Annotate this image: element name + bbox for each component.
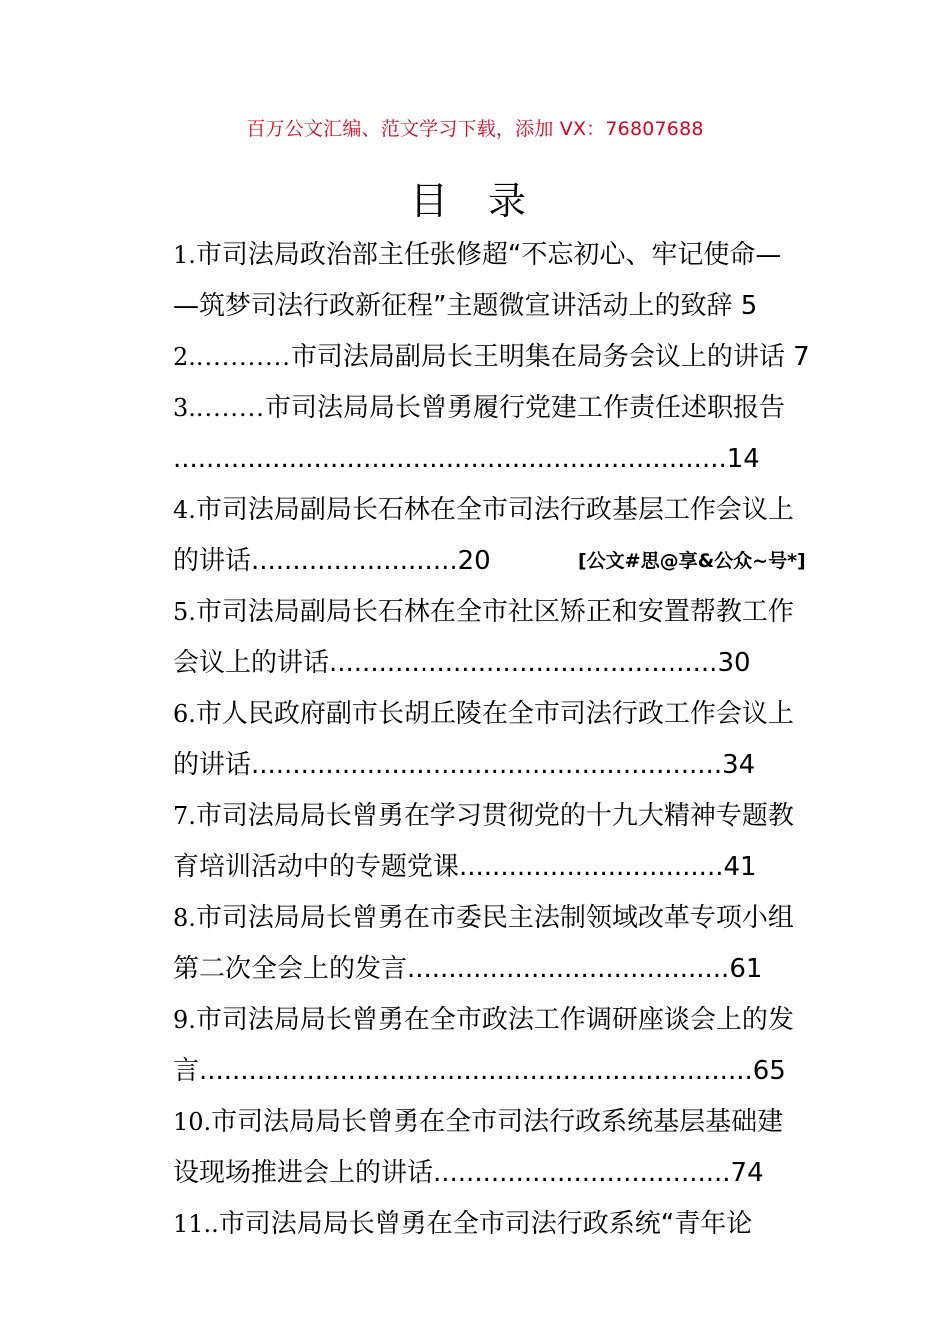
toc-line — [173, 791, 873, 842]
toc-line — [173, 587, 873, 638]
toc-line — [173, 1148, 873, 1199]
toc-leader-dots: ........... — [195, 343, 291, 371]
toc-line — [173, 230, 873, 281]
toc-text: 育培训活动中的专题党课................................41 — [173, 852, 757, 882]
toc-line — [173, 281, 873, 332]
toc-text: 市司法局局长曾勇在市委民主法制领域改革专项小组 — [195, 903, 794, 933]
toc-line — [173, 1199, 873, 1250]
toc-line — [173, 383, 873, 434]
toc-text: 市司法局局长曾勇在全市政法工作调研座谈会上的发 — [195, 1005, 794, 1035]
toc-text: 会议上的讲话...............................................30 — [173, 648, 751, 678]
toc-line — [173, 740, 873, 791]
toc-text: 市司法局局长曾勇在学习贯彻党的十九大精神专题教 — [195, 801, 794, 831]
toc-line — [173, 485, 873, 536]
toc-line — [173, 893, 873, 944]
toc-text: 市司法局政治部主任张修超“不忘初心、牢记使命— — [195, 240, 782, 270]
toc-text: 市司法局副局长石林在全市社区矫正和安置帮教工作 — [195, 597, 794, 627]
header-banner: 百万公文汇编、范文学习下载，添加 VX：76807688 — [246, 118, 704, 140]
toc-text: 市司法局局长曾勇履行党建工作责任述职报告 — [264, 393, 785, 423]
toc-text: 的讲话.........................20 — [173, 546, 491, 576]
toc-line — [173, 944, 873, 995]
toc-line — [173, 332, 873, 383]
toc-number: 2. — [173, 343, 196, 371]
toc-number: 3. — [173, 394, 196, 422]
toc-text: 市司法局局长曾勇在全市司法行政系统“青年论 — [218, 1209, 753, 1239]
toc-text: —筑梦司法行政新征程”主题微宣讲活动上的致辞 5 — [173, 291, 758, 321]
toc-number: 6. — [173, 700, 196, 728]
toc-text: 第二次全会上的发言.......................................61 — [173, 954, 763, 984]
toc-number: 4. — [173, 496, 196, 524]
toc-text: 市司法局副局长王明集在局务会议上的讲话 7 — [290, 342, 810, 372]
toc-text: 市司法局副局长石林在全市司法行政基层工作会议上 — [195, 495, 794, 525]
toc-text: 设现场推进会上的讲话....................................74 — [173, 1158, 764, 1188]
watermark-text: [公文#思@享&公众~号*] — [578, 550, 806, 572]
toc-number: 11.. — [173, 1210, 219, 1238]
table-of-contents — [173, 230, 873, 1250]
toc-line — [173, 1097, 873, 1148]
toc-number: 7. — [173, 802, 196, 830]
toc-number: 5. — [173, 598, 196, 626]
toc-text: 言...................................................................65 — [173, 1056, 786, 1086]
toc-line — [173, 1046, 873, 1097]
toc-line — [173, 434, 873, 485]
toc-line — [173, 638, 873, 689]
page-title: 目 录 — [409, 179, 541, 223]
toc-leader-dots: ........ — [195, 394, 265, 422]
toc-line — [173, 842, 873, 893]
toc-line — [173, 995, 873, 1046]
toc-text: 市人民政府副市长胡丘陵在全市司法行政工作会议上 — [195, 699, 794, 729]
toc-number: 1. — [173, 241, 196, 269]
toc-text: ...................................................................14 — [173, 444, 760, 474]
toc-number: 10. — [173, 1108, 212, 1136]
toc-line — [173, 536, 873, 587]
toc-text: 市司法局局长曾勇在全市司法行政系统基层基础建 — [211, 1107, 784, 1137]
toc-text: 的讲话.........................................................34 — [173, 750, 756, 780]
toc-number: 9. — [173, 1006, 196, 1034]
toc-line — [173, 689, 873, 740]
toc-number: 8. — [173, 904, 196, 932]
